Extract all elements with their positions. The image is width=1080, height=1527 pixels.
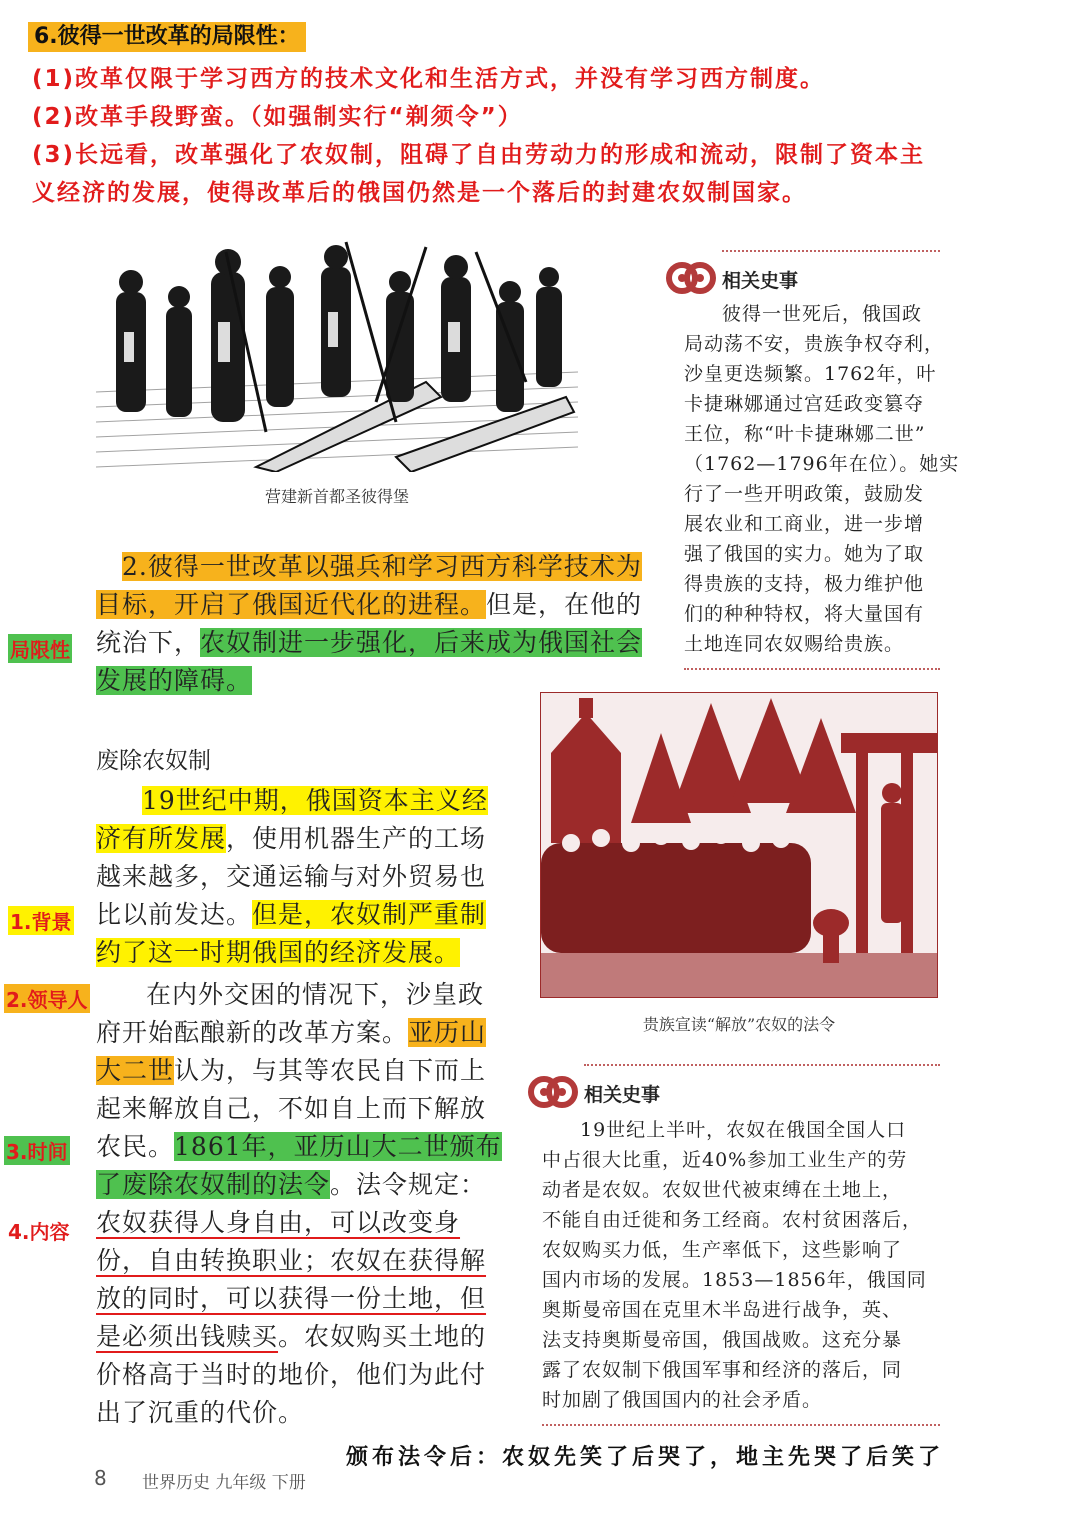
decree-content-underline-1: 农奴获得人身自由，可以改变身 <box>96 1208 461 1237</box>
margin-tag-leader: 2.领导人 <box>4 984 90 1013</box>
sidebar1-top-rule <box>722 250 940 252</box>
serfdom-restriction-highlight: 但是，农奴制严重制 <box>252 900 487 929</box>
peter-line-2-rest: 但是，在他的 <box>486 590 643 619</box>
sidebar2-line: 露了农奴制下俄国军事和经济的落后，同 <box>542 1359 903 1381</box>
section-title: 废除农奴制 <box>96 748 211 774</box>
leader-line-3 <box>96 1054 486 1088</box>
serfdom-obstacle-highlight: 发展的障碍。 <box>96 666 253 695</box>
sidebar1-line: 得贵族的支持，极力维护他 <box>684 573 925 595</box>
peter-line-2 <box>96 588 642 622</box>
related-history-icon <box>666 258 716 298</box>
leader-line-5-pre: 农民。 <box>96 1132 175 1161</box>
leader-line-8 <box>96 1244 486 1278</box>
bg-line-2-rest: ，使用机器生产的工场 <box>226 824 487 853</box>
leader-line-9 <box>96 1282 486 1316</box>
leader-line-6-rest: 。法令规定： <box>330 1170 487 1199</box>
leader-line-4: 起来解放自己，不如自上而下解放 <box>96 1094 487 1123</box>
leader-line-6 <box>96 1168 486 1202</box>
leader-line-5 <box>96 1130 502 1164</box>
petersburg-construction-image <box>96 232 578 472</box>
decree-1861-highlight: 1861年，亚历山大二世颁布 <box>174 1132 502 1161</box>
margin-tag-limit: 局限性 <box>8 634 72 663</box>
sidebar2-line: 19世纪上半叶，农奴在俄国全国人口 <box>580 1119 907 1141</box>
sidebar1-line: 土地连同农奴赐给贵族。 <box>684 633 905 655</box>
annotation-line-2: (2)改革手段野蛮。（如强制实行“剃须令”） <box>32 104 523 130</box>
sidebar1-line: 局动荡不安，贵族争权夺利， <box>684 333 945 355</box>
capitalism-growth-highlight: 19世纪中期，俄国资本主义经 <box>142 786 488 815</box>
leader-line-2-pre: 府开始酝酿新的改革方案。 <box>96 1018 409 1047</box>
sidebar1-line: 彼得一世死后，俄国政 <box>722 303 923 325</box>
leader-line-10-rest: 。农奴购买土地的 <box>278 1322 487 1351</box>
alexander-highlight-2: 大二世 <box>96 1056 175 1085</box>
margin-tag-time: 3.时间 <box>4 1136 70 1165</box>
figure2-caption: 贵族宣读“解放”农奴的法令 <box>642 1015 836 1034</box>
sidebar2-text <box>542 1115 940 1415</box>
sidebar2-top-rule <box>584 1064 940 1066</box>
sidebar1-bottom-rule <box>684 668 940 670</box>
emancipation-decree-image <box>540 692 938 998</box>
sidebar1-line: 们的种种特权，将大量国有 <box>684 603 925 625</box>
annotation-line-1: (1)改革仅限于学习西方的技术文化和生活方式，并没有学习西方制度。 <box>32 66 826 92</box>
bg-line-4 <box>96 898 486 932</box>
sidebar1-line: （1762—1796年在位）。她实 <box>684 453 960 475</box>
leader-line-1 <box>96 978 484 1012</box>
annotation-line-3: (3)长远看，改革强化了农奴制，阻碍了自由劳动力的形成和流动，限制了资本主 <box>32 142 926 168</box>
leader-line-11: 价格高于当时的地价，他们为此付 <box>96 1360 487 1389</box>
sidebar1-line: 展农业和工商业，进一步增 <box>684 513 925 535</box>
peter-goal-highlight: 2.彼得一世改革以强兵和学习西方科学技术为 <box>122 552 642 581</box>
page-number: 8 <box>94 1466 107 1490</box>
capitalism-growth-highlight-2: 济有所发展 <box>96 824 227 853</box>
serfdom-restriction-highlight-2: 约了这一时期俄国的经济发展。 <box>96 938 461 967</box>
bg-line-5 <box>96 936 460 970</box>
sidebar1-text <box>684 299 960 659</box>
sidebar2-line: 法支持奥斯曼帝国，俄国战败。这充分暴 <box>542 1329 903 1351</box>
margin-tag-background: 1.背景 <box>8 906 74 935</box>
figure1-caption: 营建新首都圣彼得堡 <box>264 487 409 506</box>
bg-line-2 <box>96 822 486 856</box>
sidebar2-line: 时加剧了俄国国内的社会矛盾。 <box>542 1389 823 1411</box>
sidebar2-line: 国内市场的发展。1853—1856年，俄国同 <box>542 1269 927 1291</box>
alexander-highlight: 亚历山 <box>408 1018 487 1047</box>
related-history-icon <box>528 1072 578 1112</box>
leader-line-7 <box>96 1206 460 1240</box>
bg-line-3: 越来越多，交通运输与对外贸易也 <box>96 862 487 891</box>
annotation-line-4: 义经济的发展，使得改革后的俄国仍然是一个落后的封建农奴制国家。 <box>32 180 807 206</box>
bottom-annotation: 颁布法令后：农奴先笑了后哭了，地主先哭了后笑了 <box>346 1445 945 1470</box>
sidebar1-line: 强了俄国的实力。她为了取 <box>684 543 925 565</box>
sidebar1-line: 沙皇更迭频繁。1762年，叶 <box>684 363 937 385</box>
sidebar1-line: 王位，称“叶卡捷琳娜二世” <box>684 423 926 445</box>
leader-line-2 <box>96 1016 486 1050</box>
bg-line-1 <box>96 784 488 818</box>
peter-line-4 <box>96 664 252 698</box>
decree-content-underline-4: 是必须出钱赎买 <box>96 1322 279 1351</box>
book-title: 世界历史 九年级 下册 <box>142 1473 306 1493</box>
sidebar2-line: 中占很大比重，近40%参加工业生产的劳 <box>542 1149 908 1171</box>
decree-content-underline-3: 放的同时，可以获得一份土地，但 <box>96 1284 487 1313</box>
decree-1861-highlight-2: 了废除农奴制的法令 <box>96 1170 331 1199</box>
leader-line-10 <box>96 1320 486 1354</box>
margin-tag-content: 4.内容 <box>8 1220 70 1244</box>
serfdom-strengthened-highlight: 农奴制进一步强化，后来成为俄国社会 <box>200 628 643 657</box>
peter-modernization-highlight: 目标，开启了俄国近代化的进程。 <box>96 590 487 619</box>
leader-line-1-text: 在内外交困的情况下，沙皇政 <box>146 980 485 1009</box>
sidebar1-line: 卡捷琳娜通过宫廷政变篡夺 <box>684 393 925 415</box>
sidebar1-heading: 相关史事 <box>722 270 799 292</box>
annotation-title: 6.彼得一世改革的局限性： <box>28 22 306 52</box>
sidebar2-line: 农奴购买力低，生产率低下，这些影响了 <box>542 1239 903 1261</box>
sidebar2-line: 动者是农奴。农奴世代被束缚在土地上， <box>542 1179 903 1201</box>
peter-line-3-pre: 统治下， <box>96 628 201 657</box>
sidebar2-line: 不能自由迁徙和务工经商。农村贫困落后， <box>542 1209 923 1231</box>
peter-line-3 <box>96 626 642 660</box>
sidebar2-line: 奥斯曼帝国在克里木半岛进行战争，英、 <box>542 1299 903 1321</box>
leader-line-12: 出了沉重的代价。 <box>96 1398 305 1427</box>
bg-line-4-pre: 比以前发达。 <box>96 900 253 929</box>
decree-content-underline-2: 份，自由转换职业；农奴在获得解 <box>96 1246 487 1275</box>
peter-line-1 <box>96 550 642 584</box>
sidebar1-line: 行了一些开明政策，鼓励发 <box>684 483 925 505</box>
sidebar2-bottom-rule <box>542 1424 940 1426</box>
leader-line-3-rest: 认为，与其等农民自下而上 <box>174 1056 487 1085</box>
sidebar2-heading: 相关史事 <box>584 1084 661 1106</box>
